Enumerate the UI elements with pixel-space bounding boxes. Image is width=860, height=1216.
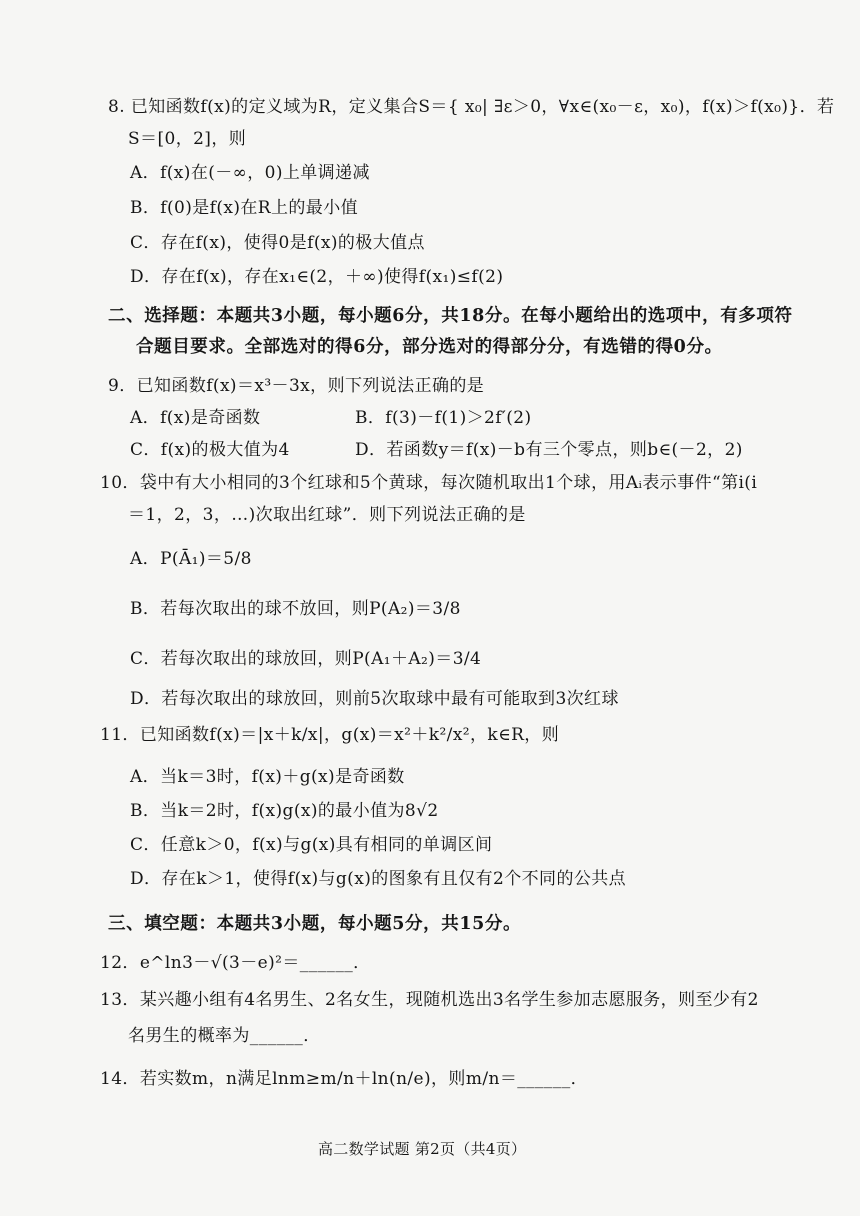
question-8-option-a: A．f(x)在(－∞，0)上单调递减 [130,163,370,183]
section-3-heading: 三、填空题：本题共3小题，每小题5分，共15分。 [108,914,522,934]
section-2-heading-line-1: 二、选择题：本题共3小题，每小题6分，共18分。在每小题给出的选项中，有多项符 [108,306,793,326]
question-11-option-b: B．当k＝2时，f(x)g(x)的最小值为8√2 [130,801,439,821]
question-14: 14．若实数m，n满足lnm≥m/n＋ln(n/e)，则m/n＝______． [100,1069,589,1089]
question-9-option-d: D．若函数y＝f(x)－b有三个零点，则b∈(－2，2) [355,440,743,460]
question-11-option-a: A．当k＝3时，f(x)＋g(x)是奇函数 [130,767,405,787]
question-8-line-1: 8. 已知函数f(x)的定义域为R，定义集合S＝{ x₀| ∃ε＞0，∀x∈(x₀－ε，x₀)，f(x)＞f(x₀)}．若 [108,97,835,117]
question-8-line-2: S＝[0，2]，则 [128,129,247,149]
question-10-line-2: ＝1，2，3，…)次取出红球”．则下列说法正确的是 [128,505,526,525]
question-9-option-b: B．f(3)－f(1)＞2f′(2) [355,408,532,428]
question-10-option-d: D．若每次取出的球放回，则前5次取球中最有可能取到3次红球 [130,689,619,709]
question-9-option-c: C．f(x)的极大值为4 [130,440,290,460]
question-8-option-c: C．存在f(x)，使得0是f(x)的极大值点 [130,233,425,253]
question-13-line-1: 13．某兴趣小组有4名男生、2名女生，现随机选出3名学生参加志愿服务，则至少有2 [100,990,759,1010]
question-13-line-2: 名男生的概率为______． [128,1026,321,1046]
section-2-heading-line-2: 合题目要求。全部选对的得6分，部分选对的得部分分，有选错的得0分。 [136,337,723,357]
question-10-option-b: B．若每次取出的球不放回，则P(A₂)＝3/8 [130,599,461,619]
page-footer: 高二数学试题 第2页（共4页） [318,1140,527,1158]
question-11-option-d: D．存在k＞1，使得f(x)与g(x)的图象有且仅有2个不同的公共点 [130,869,627,889]
question-10-line-1: 10．袋中有大小相同的3个红球和5个黄球，每次随机取出1个球，用Aᵢ表示事件“第i(i [100,473,758,493]
question-10-option-a: A．P(Ā₁)＝5/8 [130,549,252,569]
question-12: 12．e^ln3－√(3－e)²＝______． [100,953,371,973]
question-11-option-c: C．任意k＞0，f(x)与g(x)具有相同的单调区间 [130,835,493,855]
question-9-stem: 9．已知函数f(x)＝x³－3x，则下列说法正确的是 [108,376,485,396]
question-8-option-d: D．存在f(x)，存在x₁∈(2，＋∞)使得f(x₁)≤f(2) [130,267,504,287]
question-11-stem: 11．已知函数f(x)＝|x＋k/x|，g(x)＝x²＋k²/x²，k∈R，则 [100,725,560,745]
question-10-option-c: C．若每次取出的球放回，则P(A₁＋A₂)＝3/4 [130,649,482,669]
question-9-option-a: A．f(x)是奇函数 [130,408,261,428]
question-8-option-b: B．f(0)是f(x)在R上的最小值 [130,198,359,218]
